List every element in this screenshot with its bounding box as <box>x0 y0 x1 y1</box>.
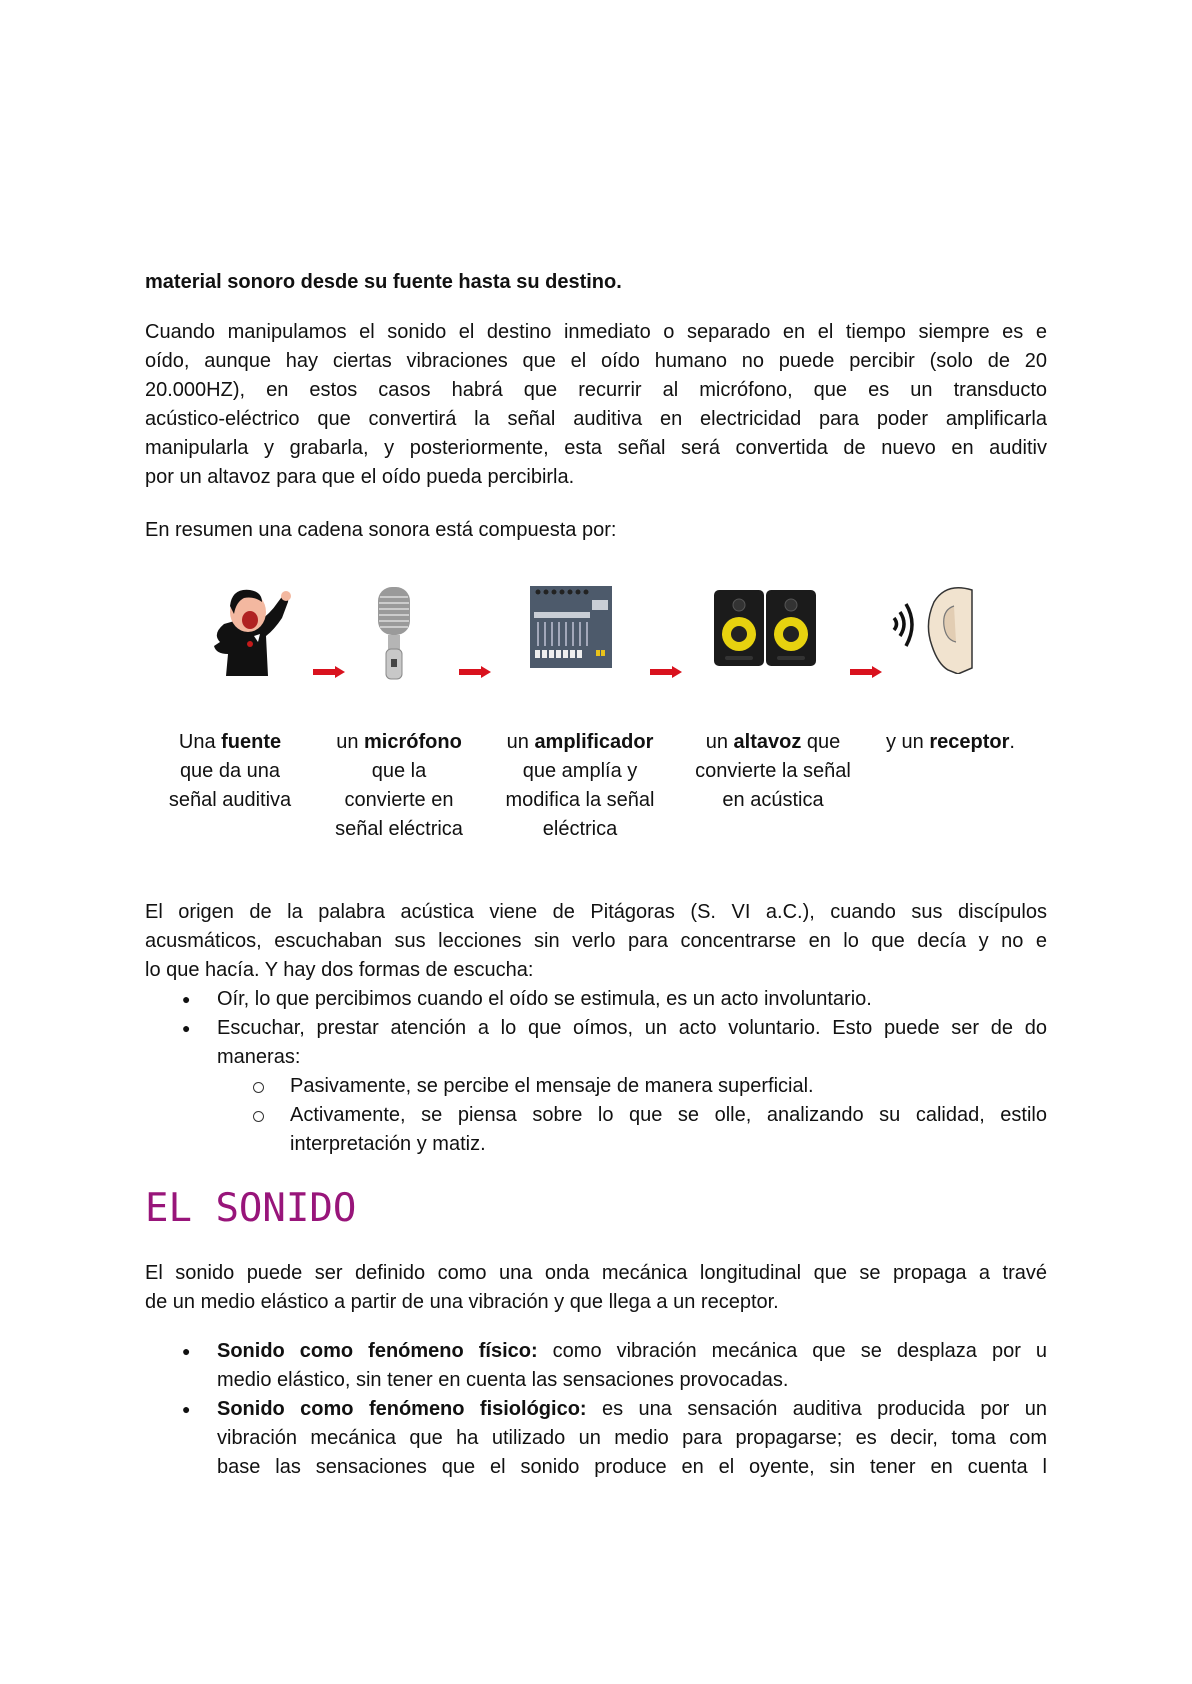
mixer-icon <box>530 586 612 668</box>
caption-text: un <box>705 731 734 753</box>
chain-caption-microphone <box>319 728 479 844</box>
paragraph-line: El sonido puede ser definido como una onda mecánica longitudinal que se propaga a travé <box>145 1262 1047 1284</box>
intro-bold-line: material sonoro desde su fuente hasta su destino. <box>145 271 622 293</box>
caption-text: modifica la señal <box>505 789 655 811</box>
list-item <box>217 1337 1047 1366</box>
caption-text: señal eléctrica <box>335 818 463 840</box>
bullet-icon: ● <box>182 1343 191 1359</box>
chain-caption-source <box>150 728 310 815</box>
list-item: Escuchar, prestar atención a lo que oímos, un acto voluntario. Esto puede ser de do <box>217 1017 1047 1039</box>
speakers-icon <box>713 589 817 667</box>
caption-text: en acústica <box>722 789 824 811</box>
paragraph-line: oído, aunque hay ciertas vibraciones que el oído humano no puede percibir (solo de 20 <box>145 350 1047 372</box>
caption-text: y un <box>886 731 930 753</box>
caption-keyword: receptor <box>929 731 1010 753</box>
list-item-continuation: medio elástico, sin tener en cuenta las sensaciones provocadas. <box>217 1369 789 1391</box>
right-arrow-icon <box>459 666 491 678</box>
singer-icon <box>198 584 298 680</box>
caption-keyword: amplificador <box>534 731 654 753</box>
caption-text: que la <box>371 760 427 782</box>
caption-text: un <box>336 731 365 753</box>
list-item: Oír, lo que percibimos cuando el oído se estimula, es un acto involuntario. <box>217 988 872 1010</box>
caption-text: . <box>1009 731 1015 753</box>
paragraph-line: acusmáticos, escuchaban sus lecciones sin verlo para concentrarse en lo que decía y no e <box>145 930 1047 952</box>
sub-bullet-icon <box>253 1082 264 1093</box>
bullet-icon: ● <box>182 991 191 1007</box>
caption-text: convierte en <box>344 789 454 811</box>
right-arrow-icon <box>313 666 345 678</box>
ear-icon <box>888 584 978 674</box>
list-item-term: Sonido como fenómeno físico: <box>217 1340 538 1362</box>
sub-list-item-continuation: interpretación y matiz. <box>290 1133 486 1155</box>
paragraph-line: 20.000HZ), en estos casos habrá que recurrir al micrófono, que es un transducto <box>145 379 1047 401</box>
chain-caption-speaker <box>680 728 866 815</box>
list-item-text: como vibración mecánica que se desplaza por u <box>537 1340 1048 1362</box>
caption-keyword: micrófono <box>364 731 462 753</box>
caption-text: que da una <box>179 760 281 782</box>
paragraph-line: lo que hacía. Y hay dos formas de escucha: <box>145 959 534 981</box>
caption-text: Una <box>178 731 222 753</box>
paragraph-line: manipularla y grabarla, y posteriormente, esta señal será convertida de nuevo en auditiv <box>145 437 1047 459</box>
bullet-icon: ● <box>182 1401 191 1417</box>
right-arrow-icon <box>650 666 682 678</box>
list-item-continuation: base las sensaciones que el sonido produce en el oyente, sin tener en cuenta l <box>217 1456 1047 1478</box>
list-item-continuation: vibración mecánica que ha utilizado un medio para propagarse; es decir, toma com <box>217 1427 1047 1449</box>
caption-text: que <box>801 731 841 753</box>
caption-text: que amplía y <box>522 760 638 782</box>
paragraph-line: El origen de la palabra acústica viene de Pitágoras (S. VI a.C.), cuando sus discípulos <box>145 901 1047 923</box>
microphone-icon <box>372 585 416 681</box>
caption-text: un <box>506 731 535 753</box>
list-item <box>217 1395 1047 1424</box>
caption-keyword: altavoz <box>733 731 802 753</box>
paragraph-line: acústico-eléctrico que convertirá la señal auditiva en electricidad para poder amplificarla <box>145 408 1047 430</box>
paragraph-line: de un medio elástico a partir de una vibración y que llega a un receptor. <box>145 1291 779 1313</box>
caption-text: convierte la señal <box>695 760 851 782</box>
caption-keyword: fuente <box>221 731 282 753</box>
chain-caption-receiver <box>886 728 1036 757</box>
bullet-icon: ● <box>182 1020 191 1036</box>
summary-line: En resumen una cadena sonora está compuesta por: <box>145 519 617 541</box>
sub-bullet-icon <box>253 1111 264 1122</box>
list-item-text: es una sensación auditiva producida por un <box>586 1398 1047 1420</box>
list-item-continuation: maneras: <box>217 1046 301 1068</box>
right-arrow-icon <box>850 666 882 678</box>
sub-list-item: Activamente, se piensa sobre lo que se olle, analizando su calidad, estilo <box>290 1104 1047 1126</box>
list-item-term: Sonido como fenómeno fisiológico: <box>217 1398 587 1420</box>
caption-text: señal auditiva <box>168 789 292 811</box>
chain-caption-amplifier <box>490 728 670 844</box>
caption-text: eléctrica <box>542 818 618 840</box>
paragraph-line: Cuando manipulamos el sonido el destino inmediato o separado en el tiempo siempre es e <box>145 321 1047 343</box>
sub-list-item: Pasivamente, se percibe el mensaje de manera superficial. <box>290 1075 814 1097</box>
section-heading: EL SONIDO <box>145 1186 357 1231</box>
paragraph-line: por un altavoz para que el oído pueda percibirla. <box>145 466 575 488</box>
